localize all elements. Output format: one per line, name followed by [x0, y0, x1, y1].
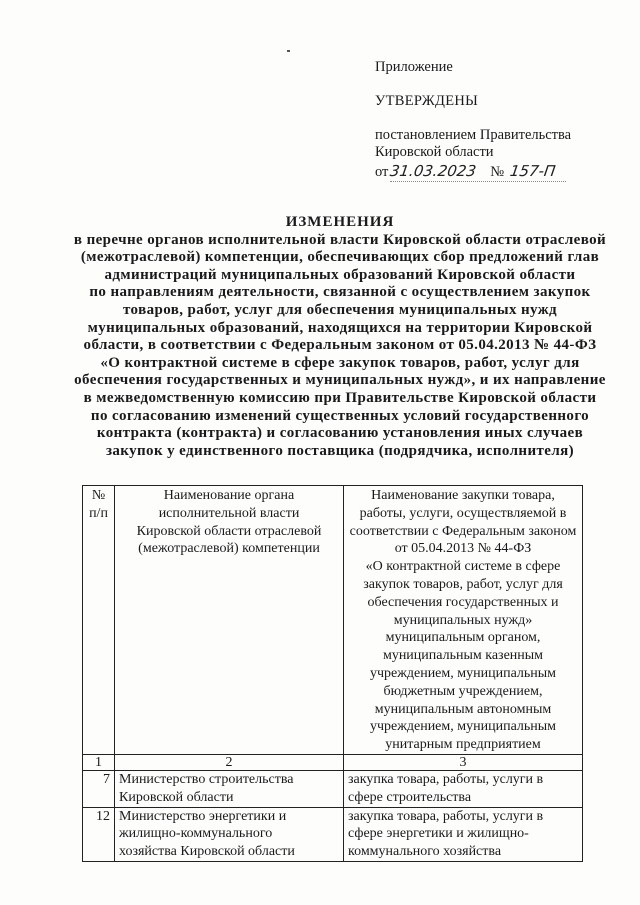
header-text-line: муниципальным казенным: [382, 648, 544, 664]
header-text-line: Кировской области отраслевой: [136, 523, 322, 539]
header-text-line: учреждением, муниципальным: [369, 719, 557, 735]
approved-label: УТВЕРЖДЕНЫ: [375, 93, 479, 109]
column-index-row: [83, 754, 583, 770]
appendix-label: Приложение: [375, 59, 453, 75]
title-line: контракта (контракта) и согласованию установления иных случаев: [96, 425, 584, 442]
header-text-line: исполнительной власти: [158, 505, 300, 521]
cell-text-line: закупка товара, работы, услуги в: [348, 808, 544, 824]
header-text-line: учреждением, муниципальным: [369, 665, 557, 681]
decree-line-1: постановлением Правительства: [375, 127, 572, 143]
title-line: в межведомственную комиссию при Правительстве Кировской области: [83, 389, 597, 406]
header-organ-cell: [115, 486, 344, 755]
header-text-line: муниципальных нужд»: [393, 612, 533, 628]
row-purchase-cell: [344, 770, 583, 807]
title-line: (межотраслевой) компетенции, обеспечивающих сбор предложений глав: [80, 249, 600, 266]
table-row: [83, 770, 583, 807]
header-text-line: закупок товаров, работ, услуг для: [363, 576, 563, 592]
document-title-block: [40, 214, 640, 460]
row-number: 7: [83, 770, 115, 807]
title-line: закупок у единственного поставщика (подрядчика, исполнителя): [105, 442, 575, 459]
column-index: 2: [115, 754, 344, 770]
date-underline: [390, 181, 566, 182]
column-index: 3: [344, 754, 583, 770]
title-line: в перечне органов исполнительной власти Кировской области отраслевой: [73, 231, 607, 248]
header-text-line: №: [91, 488, 106, 503]
header-text-line: муниципальным органом,: [385, 630, 541, 646]
table-row: [83, 807, 583, 861]
header-text-line: «О контрактной системе в сфере: [365, 559, 561, 575]
decree-prefix: от: [375, 164, 389, 180]
cell-text-line: Кировской области: [119, 789, 234, 805]
header-number-cell: [83, 486, 115, 755]
row-purchase-cell: [344, 807, 583, 861]
changes-table: [82, 485, 583, 862]
title-line: товаров, работ, услуг для обеспечения муниципальных нужд: [122, 301, 557, 318]
cell-text-line: сфере энергетики и жилищно-: [348, 826, 529, 842]
cell-text-line: закупка товара, работы, услуги в: [348, 771, 544, 787]
table-header-row: [83, 486, 583, 755]
decree-date-handwritten: 31.03.2023: [389, 162, 478, 180]
header-text-line: обеспечения государственных и: [367, 594, 559, 610]
cell-text-line: коммунального хозяйства: [348, 844, 502, 860]
row-organ-cell: [115, 770, 344, 807]
header-text-line: п/п: [89, 505, 108, 521]
header-text-line: унитарным предприятием: [385, 737, 541, 753]
header-text-line: от 05.04.2013 № 44-ФЗ: [394, 541, 532, 557]
title-line: «О контрактной системе в сфере закупок товаров, работ, услуг для: [100, 354, 580, 371]
title-line: администраций муниципальных образований Кировской области: [104, 266, 576, 283]
header-text-line: работы, услуги, осуществляемой в: [359, 505, 567, 521]
cell-text-line: хозяйства Кировской области: [119, 844, 295, 860]
row-number: 12: [83, 807, 115, 861]
cell-text-line: сфере строительства: [348, 789, 472, 805]
header-text-line: соответствии с Федеральным законом: [349, 523, 577, 539]
decree-number-handwritten: 157-П: [508, 162, 557, 180]
title-line: муниципальных образований, находящихся на территории Кировской: [87, 319, 593, 336]
scan-speck: [287, 50, 290, 52]
document-title: ИЗМЕНЕНИЯ: [285, 214, 395, 230]
decree-line-2: Кировской области: [375, 144, 494, 160]
header-text-line: муниципальным автономным: [374, 701, 552, 717]
header-purchase-cell: [344, 486, 583, 755]
title-line: обеспечения государственных и муниципальных нужд», и их направление: [74, 372, 606, 389]
decree-number-sign: №: [490, 164, 505, 180]
title-line: области, в соответствии с Федеральным законом от 05.04.2013 № 44-ФЗ: [83, 337, 597, 354]
row-organ-cell: [115, 807, 344, 861]
header-text-line: (межотраслевой) компетенции: [138, 541, 320, 557]
column-index: 1: [83, 754, 115, 770]
cell-text-line: жилищно-коммунального: [119, 826, 273, 842]
header-text-line: Наименование органа: [163, 488, 295, 503]
decree-date-number-line: [375, 163, 555, 181]
cell-text-line: Министерство строительства: [119, 771, 294, 787]
header-text-line: бюджетным учреждением,: [383, 683, 543, 699]
cell-text-line: Министерство энергетики и: [119, 808, 287, 824]
header-text-line: Наименование закупки товара,: [371, 488, 555, 503]
title-line: по согласованию изменений существенных условий государственного: [90, 407, 590, 424]
title-line: по направлениям деятельности, связанной с осуществлением закупок: [89, 284, 591, 301]
